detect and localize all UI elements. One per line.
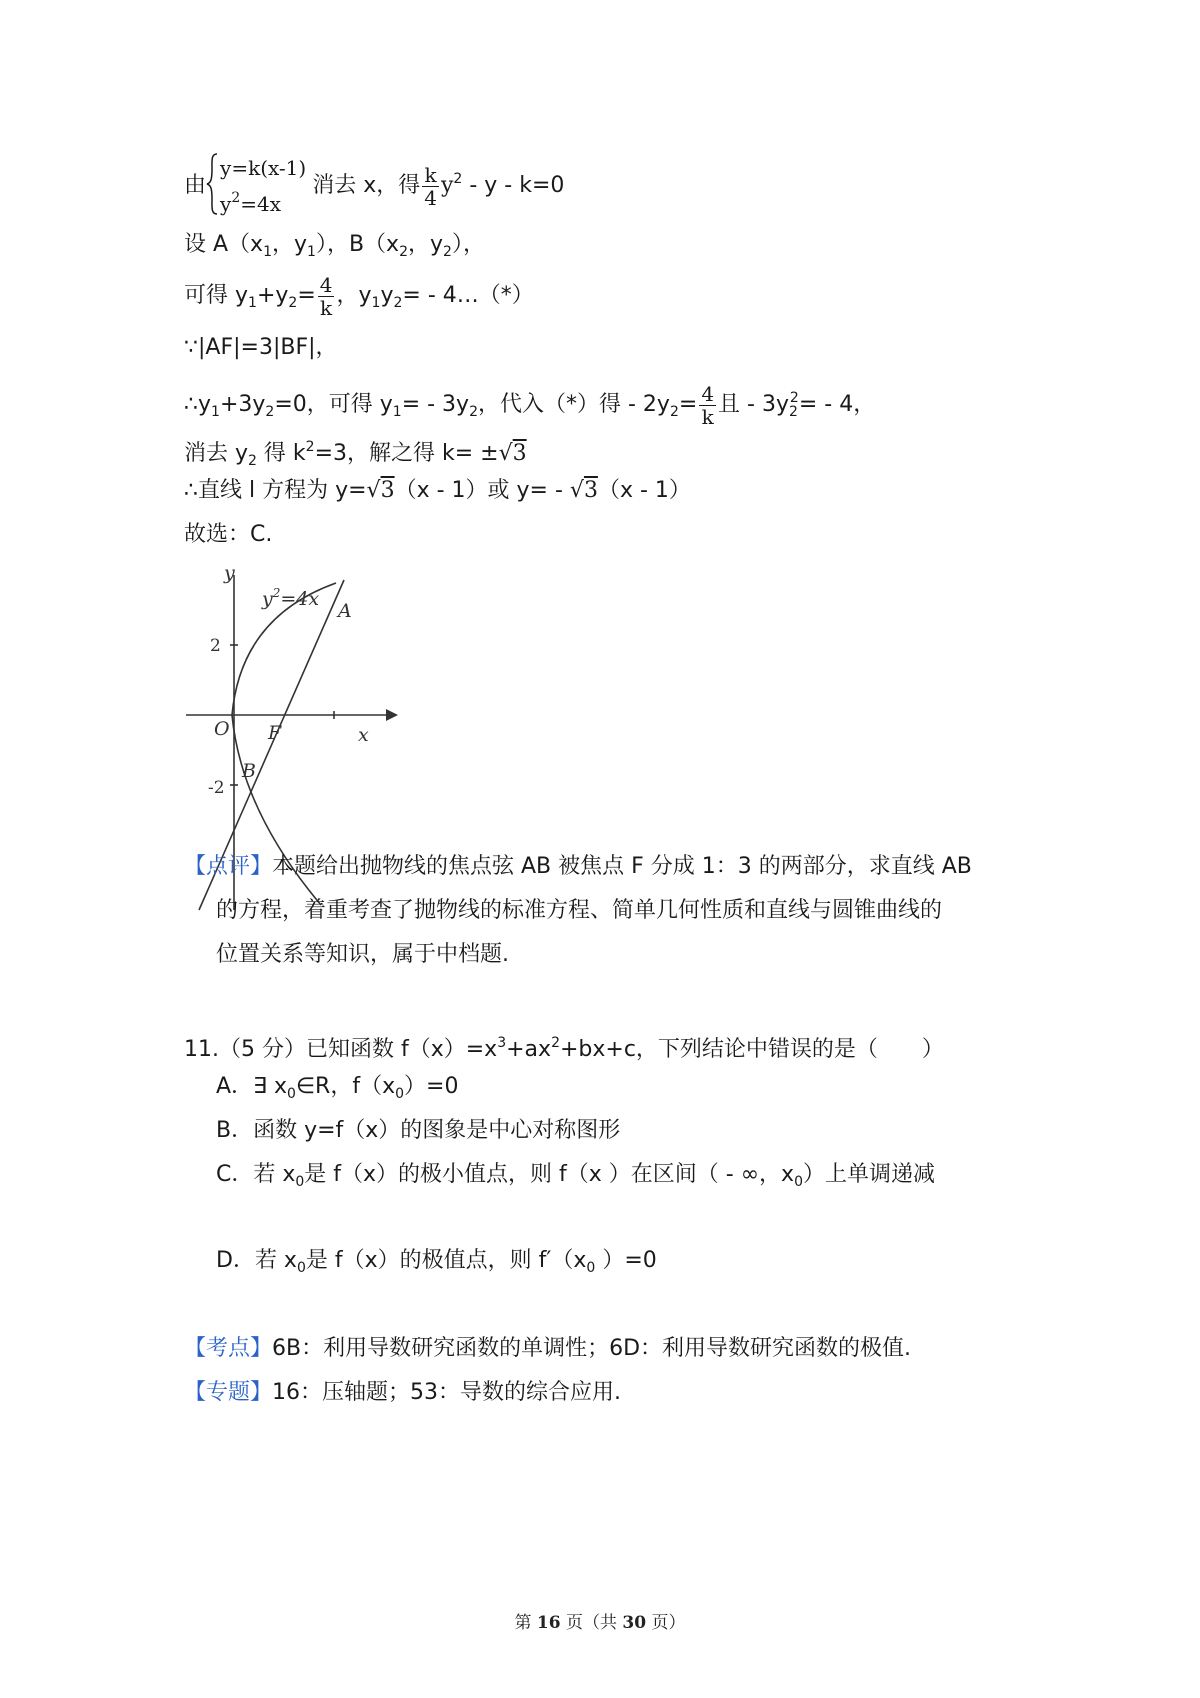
option-c[interactable] [216,1160,935,1197]
t: ，y [272,232,308,257]
solution-line-7 [184,476,691,506]
t: 可得 y [184,283,249,308]
solution-line-2 [184,230,485,267]
t: 是 f（x）的极值点，则 f′（x [305,1248,587,1273]
t: 页） [646,1613,686,1633]
t: ，y [336,283,372,308]
t: ，代入（*）得 - 2y [478,392,670,417]
option-a[interactable] [216,1072,458,1109]
y-axis-label-text: y [224,562,235,584]
point-b-label: B [242,760,256,782]
solution-answer: 故选：C. [184,522,273,547]
equation-system [206,153,306,219]
brace-icon [206,153,218,215]
text-mid: 消去 x，得 [312,173,421,198]
origin-label: O [214,718,230,740]
page-number: 16 [536,1613,561,1633]
t: =0，可得 y [274,392,393,417]
t: ∴y [184,392,212,417]
t: ）=0 [595,1248,657,1273]
t: 是 f（x）的极小值点，则 f（x ）在区间（ - ∞，x [304,1162,795,1187]
sub: 2 [443,244,452,260]
sub: 2 [288,295,298,311]
t: = [297,283,316,308]
sup: 2 [789,390,799,406]
zhuanti-tag: 【专题】 [184,1380,273,1405]
curve-label [261,586,319,610]
sub: 1 [248,295,257,311]
frac-den: k [701,404,714,429]
t: +ax [506,1037,552,1062]
comment-line-2: 的方程，着重考查了抛物线的标准方程、简单几何性质和直线与圆锥曲线的 [216,898,943,923]
point-a-label: A [338,600,352,622]
sub: 0 [286,1086,296,1102]
tick-label-neg2: -2 [208,778,225,798]
option-b[interactable]: B．函数 y=f（x）的图象是中心对称图形 [216,1118,621,1143]
t: 且 - 3y [718,392,789,417]
t: 16：压轴题；53：导数的综合应用. [272,1380,621,1405]
total-pages: 30 [622,1613,647,1633]
t: 6B：利用导数研究函数的单调性；6D：利用导数研究函数的极值. [272,1336,912,1361]
t: 设 A（x [184,232,264,257]
sup: 2 [305,439,315,455]
kaodian-tag: 【考点】 [184,1336,273,1361]
fraction-4-over-k [699,383,716,428]
system-eq1: y=k(x-1) [220,156,307,180]
t: y [380,283,394,308]
question-stem [184,1028,944,1065]
comment-line-3: 位置关系等知识，属于中档题. [216,942,509,967]
sub: 1 [371,295,381,311]
fraction-k-over-4 [422,164,439,209]
sup: 3 [497,1035,507,1051]
fraction-4-over-k [318,274,335,319]
sub: 2 [469,404,478,420]
t: = - 4， [798,392,876,417]
sup: 2 [551,1035,560,1051]
sub: 1 [307,244,316,260]
sub: 2 [789,404,798,420]
page-footer [0,1608,1200,1633]
t: ），B（x [315,232,400,257]
t: 11.（5 分）已知函数 f（x）=x [184,1037,498,1062]
zhuanti-line [184,1378,621,1408]
exp: 2 [231,190,241,206]
t: 得 k [256,441,306,466]
frac-den: k [320,295,333,320]
comment-line-1 [184,852,972,882]
t: ∈R，f（x [295,1074,396,1099]
t: D．若 x [216,1248,297,1273]
t: +y [256,283,289,308]
sub: 2 [399,244,408,260]
x-axis-arrow-icon [386,709,398,721]
radicand: 3 [512,441,527,466]
sub: 1 [211,404,220,420]
radicand: 3 [583,478,598,503]
sub: 0 [395,1086,405,1102]
t: （x - 1） [597,478,691,503]
t: 本题给出抛物线的焦点弦 AB 被焦点 F 分成 1：3 的两部分，求直线 AB [272,854,972,879]
t: +3y [219,392,266,417]
solution-line-6 [184,432,527,476]
text-eq: =4x [240,192,282,216]
sub: 2 [669,404,679,420]
sqrt-3: √3 [569,478,598,503]
t: ）=0 [404,1074,459,1099]
comment-tag: 【点评】 [184,854,273,879]
t: +bx+c，下列结论中错误的是（ ） [559,1037,944,1062]
sub: 2 [248,453,257,469]
t: ∴直线 l 方程为 y= [184,478,367,503]
sub: 2 [393,295,403,311]
sub: 2 [265,404,275,420]
solution-line-3 [184,272,534,327]
solution-line-5 [184,374,875,436]
sub: 0 [295,1174,305,1190]
sqrt-3: √3 [366,478,395,503]
kaodian-line [184,1334,911,1364]
radicand: 3 [380,478,395,503]
frac-den: 4 [424,185,437,210]
t: 第 [514,1613,537,1633]
sub: 0 [586,1260,596,1276]
t: A．∃ x [216,1074,287,1099]
text-tail: - y - k=0 [462,173,565,198]
exp2: 2 [453,171,463,187]
t: = - 3y [401,392,470,417]
frac-num: 4 [701,381,715,406]
t: ）， [451,232,485,257]
x-axis-label: x [358,724,369,746]
system-eq2 [220,183,306,219]
t: （x - 1）或 y= - [394,478,570,503]
sub: 0 [296,1260,306,1276]
frac-num: k [422,164,439,187]
t: 消去 y [184,441,249,466]
frac-num: 4 [319,272,333,297]
t: 页（共 [560,1613,623,1633]
text-y2: y [440,173,454,198]
t: C．若 x [216,1162,296,1187]
sub: 1 [392,404,402,420]
solution-line-system [184,148,564,219]
t: y [262,588,273,610]
t: = [678,392,698,417]
t: ）上单调递减 [803,1162,936,1187]
tick-label-2: 2 [210,636,221,656]
text-y: y [220,192,232,216]
solution-line-4: ∵|AF|=3|BF|， [184,335,338,360]
exp: 2 [272,586,281,600]
t: = - 4…（*） [402,283,534,308]
sub: 0 [794,1174,803,1190]
option-d[interactable] [216,1246,657,1283]
text-you: 由 [184,173,207,198]
t: ，y [408,232,444,257]
t: =4x [280,588,320,610]
sqrt-3: √3 [498,441,527,466]
sub: 1 [263,244,272,260]
t: =3，解之得 k= ± [314,441,499,466]
focus-label: F [268,722,282,744]
